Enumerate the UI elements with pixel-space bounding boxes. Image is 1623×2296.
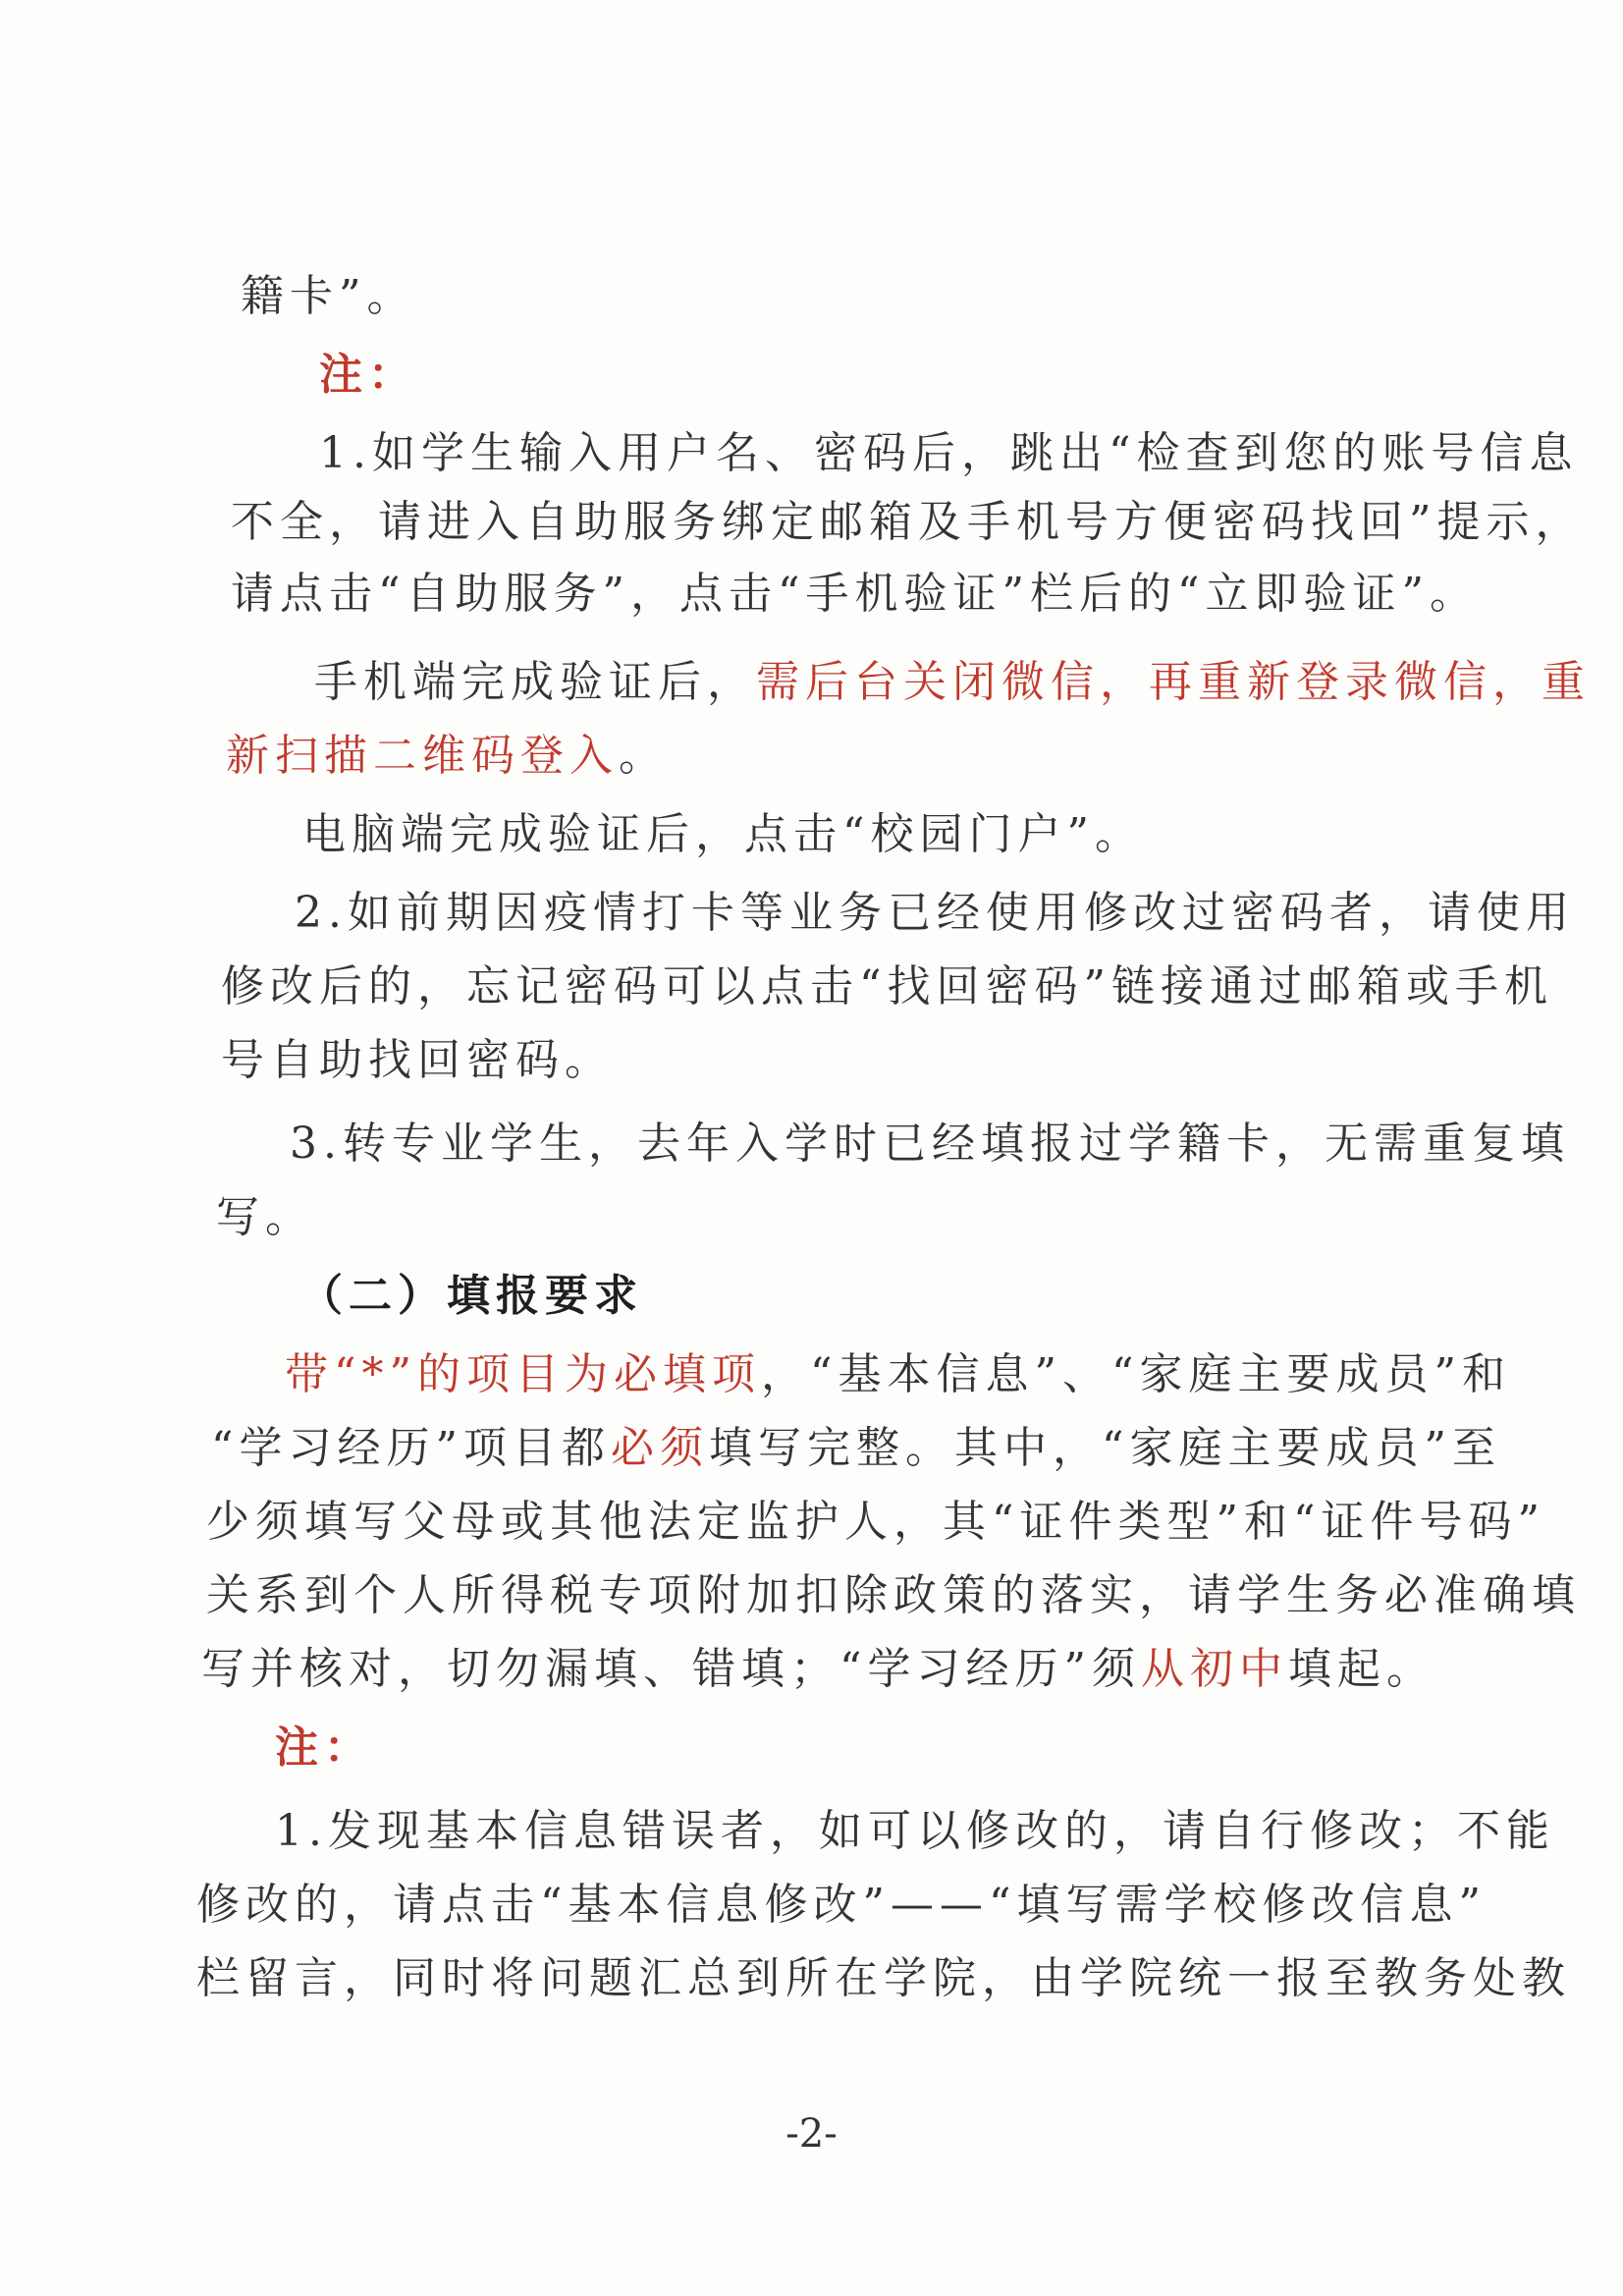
paragraph-line: 写。 (216, 1192, 314, 1242)
highlight-text: 需后台关闭微信，再重新登录微信，重 (756, 657, 1591, 707)
text-span: 写并核对，切勿漏填、错填；“学习经历”须 (201, 1644, 1141, 1694)
paragraph-line: 栏留言，同时将问题汇总到所在学院，由学院统一报至教务处教 (196, 1953, 1571, 2003)
section-heading: （二）填报要求 (299, 1271, 643, 1321)
text-span: 。 (619, 731, 668, 781)
paragraph-line: 少须填写父母或其他法定监护人，其“证件类型”和“证件号码” (206, 1497, 1545, 1547)
paragraph-line: 1.如学生输入用户名、密码后，跳出“检查到您的账号信息 (319, 428, 1579, 478)
paragraph-line: 3.转专业学生，去年入学时已经填报过学籍卡，无需重复填 (290, 1119, 1570, 1169)
paragraph-line: 2.如前期因疫情打卡等业务已经使用修改过密码者，请使用 (295, 888, 1575, 938)
page-number: -2- (785, 2111, 838, 2157)
paragraph-line (211, 1419, 1501, 1478)
paragraph-line: 号自助找回密码。 (221, 1035, 614, 1085)
text-span: 手机端完成验证后， (314, 657, 756, 707)
paragraph-line: 修改的，请点击“基本信息修改”——“填写需学校修改信息” (196, 1880, 1487, 1930)
text-span: ，“基本信息”、“家庭主要成员”和 (761, 1349, 1511, 1399)
paragraph-line: 籍卡”。 (241, 271, 416, 321)
paragraph-line (226, 727, 668, 786)
paragraph-line: 关系到个人所得税专项附加扣除政策的落实，请学生务必准确填 (206, 1570, 1581, 1620)
paragraph-line: 1.发现基本信息错误者，如可以修改的，请自行修改；不能 (275, 1806, 1555, 1856)
paragraph-line: 请点击“自助服务”，点击“手机验证”栏后的“立即验证”。 (231, 569, 1479, 619)
paragraph-line: 不全，请进入自助服务绑定邮箱及手机号方便密码找回”提示， (231, 497, 1585, 547)
paragraph-line: 电脑端完成验证后，点击“校园门户”。 (302, 809, 1144, 859)
highlight-text: 带“*”的项目为必填项 (285, 1349, 761, 1399)
paragraph-line: 修改后的，忘记密码可以点击“找回密码”链接通过邮箱或手机 (221, 961, 1553, 1011)
text-span: 填起。 (1288, 1644, 1435, 1694)
paragraph-line (314, 653, 1591, 712)
paragraph-line (201, 1640, 1435, 1699)
highlight-text: 必须 (611, 1423, 709, 1473)
highlight-text: 新扫描二维码登入 (226, 731, 619, 781)
note-label: 注： (319, 350, 417, 400)
paragraph-line (285, 1345, 1511, 1404)
note-label: 注： (275, 1722, 373, 1773)
text-span: “学习经历”项目都 (211, 1423, 611, 1473)
highlight-text: 从初中 (1141, 1644, 1288, 1694)
text-span: 填写完整。其中，“家庭主要成员”至 (709, 1423, 1501, 1473)
